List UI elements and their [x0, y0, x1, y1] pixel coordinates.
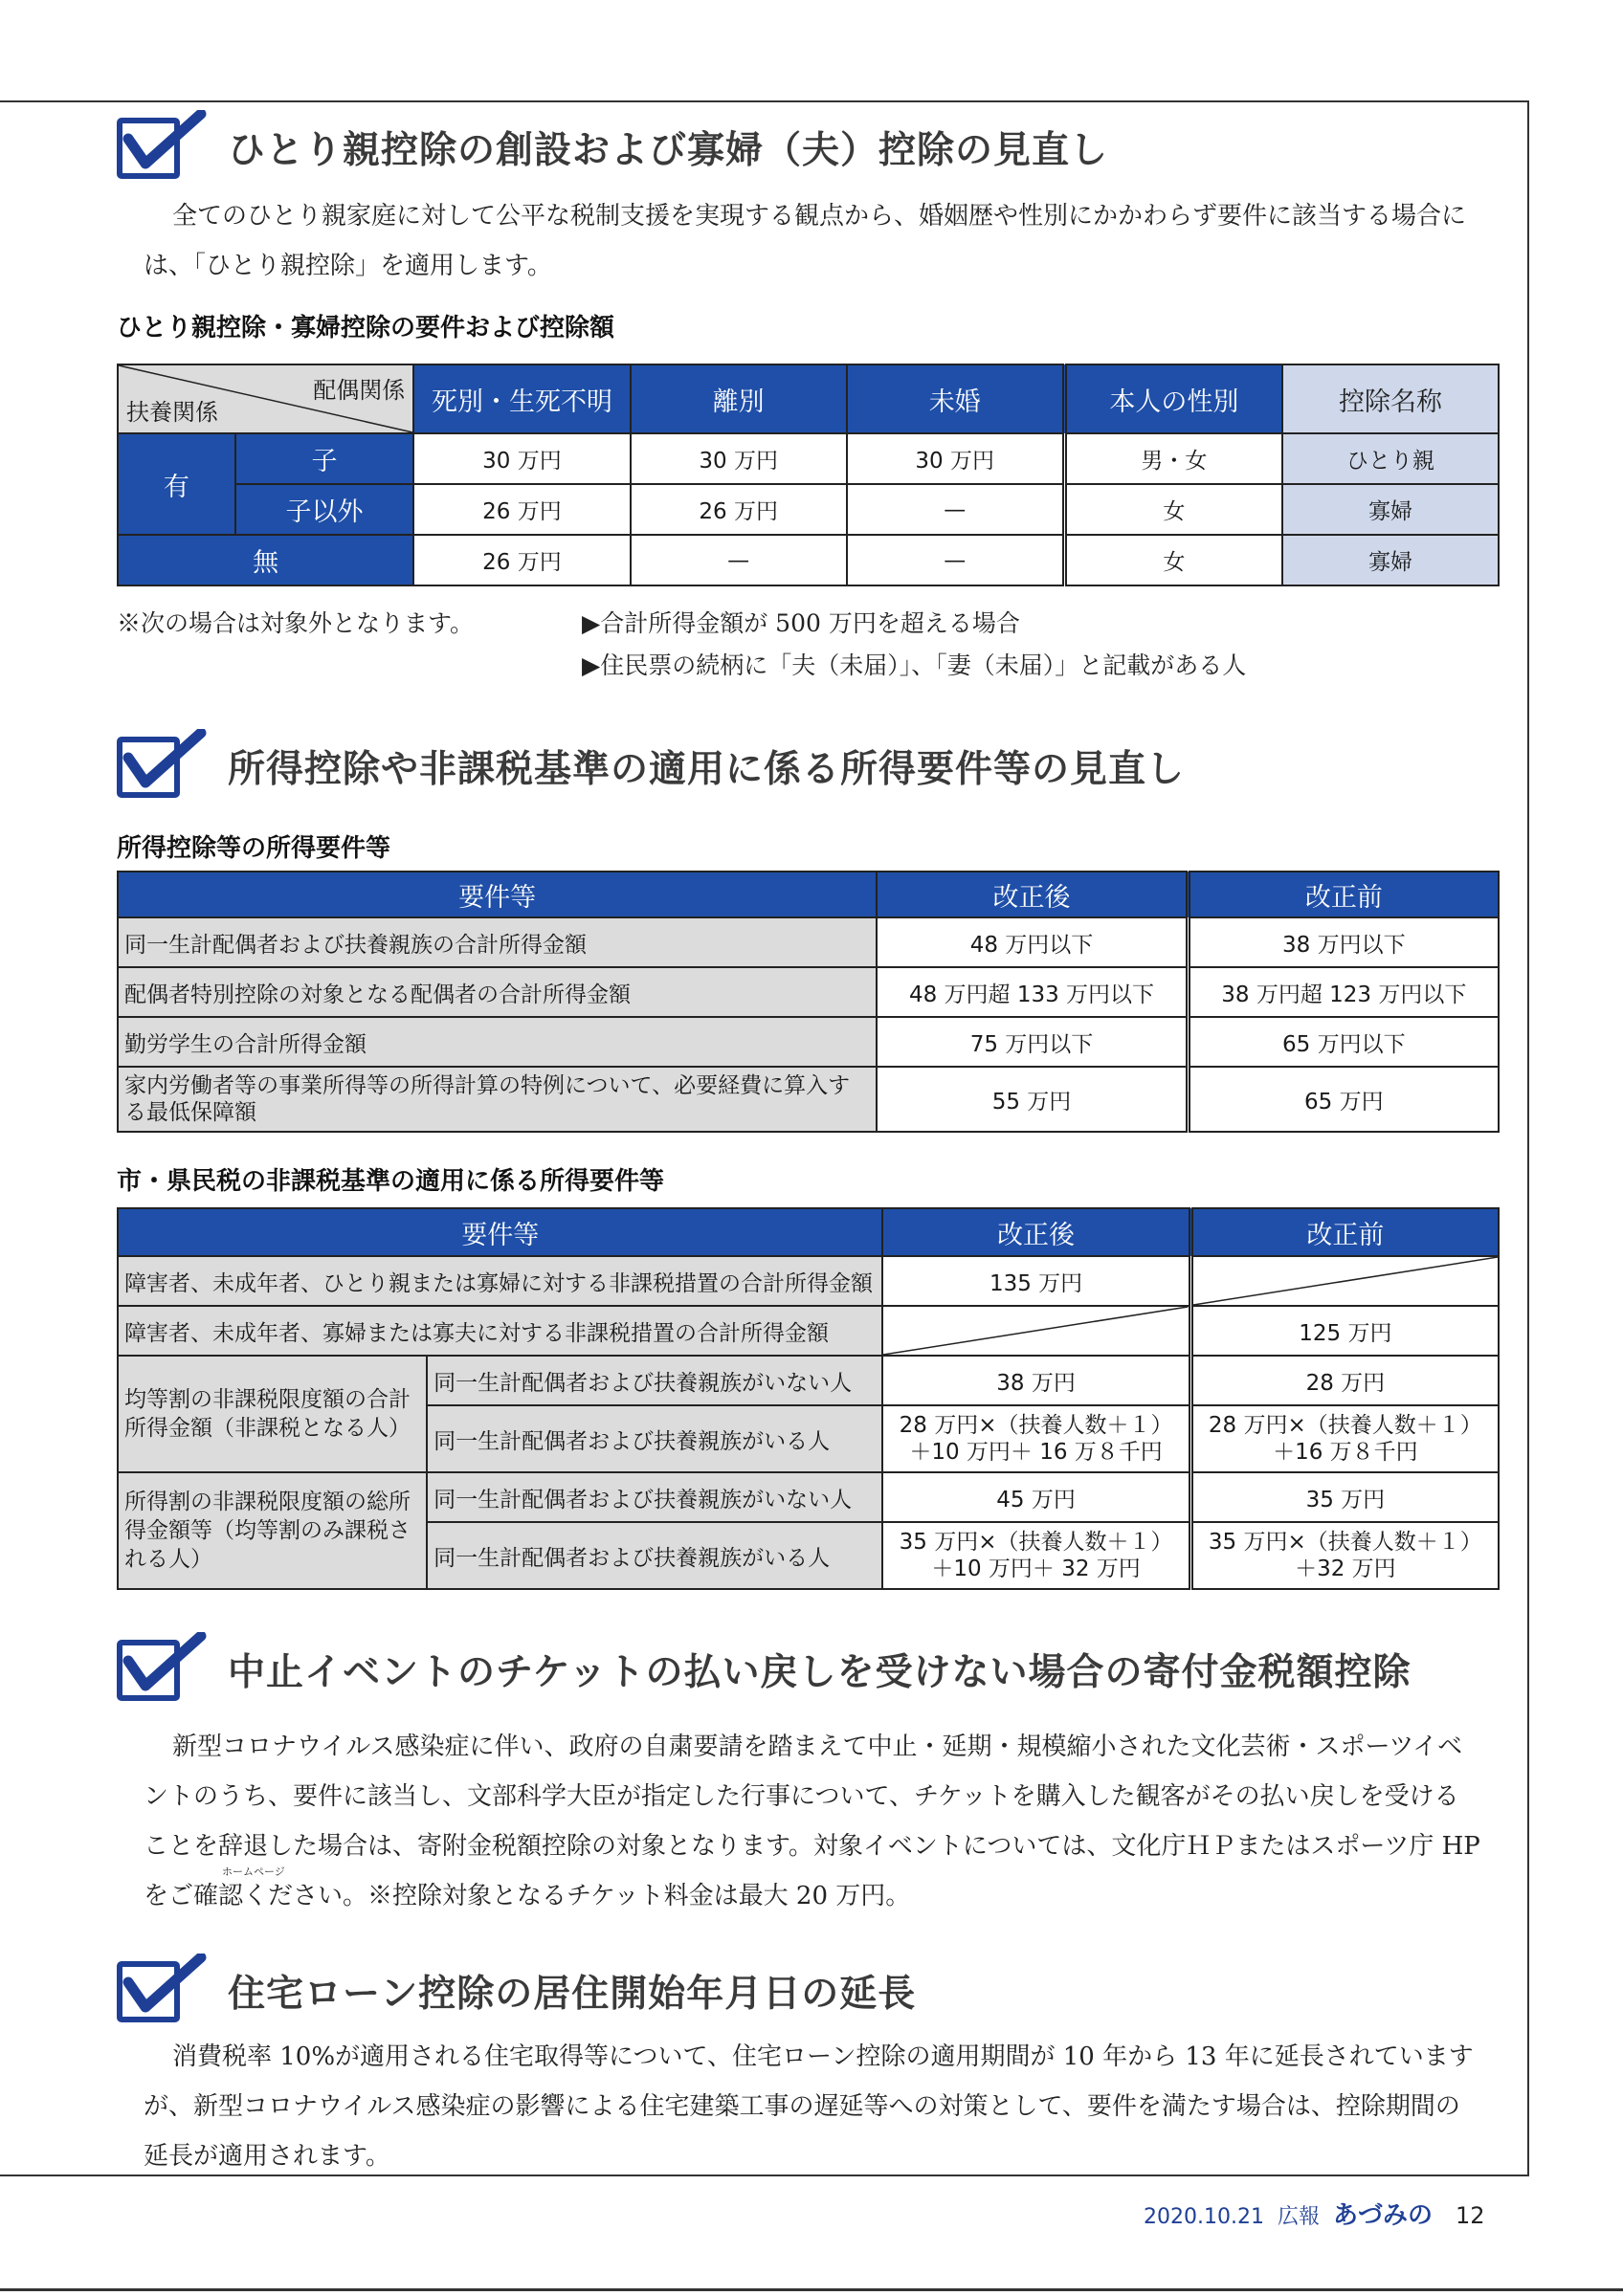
col-header: 改正前: [1188, 872, 1499, 917]
cell: —: [847, 484, 1065, 535]
after-cell: 38 万円: [882, 1356, 1190, 1405]
col-header: 本人の性別: [1064, 364, 1282, 433]
before-cell: 125 万円: [1190, 1306, 1499, 1356]
table-row: [118, 967, 1499, 1017]
req-cell: 障害者、未成年者、ひとり親または寡婦に対する非課税措置の合計所得金額: [118, 1256, 882, 1306]
cell: 寡婦: [1282, 535, 1499, 585]
note-left: ※次の場合は対象外となります。: [117, 609, 475, 637]
section-paragraph: 新型コロナウイルス感染症に伴い、政府の自粛要請を踏まえて中止・延期・規模縮小された文化芸術・スポーツイベントのうち、要件に該当し、文部科学大臣が指定した行事について、チケットを購入した観客がその払い戻しを受けることを辞退した場合は、寄附金税額控除の対象となります。対象イベントについては、文化庁ＨＰまたはスポーツ庁 HP をご確認ください。※控除対象となるチケット料金は最大 20 万円。: [144, 1733, 1480, 1910]
req-cell: 勤労学生の合計所得金額: [118, 1017, 877, 1067]
diagonal-header-cell: [118, 364, 413, 433]
table-row: [118, 1067, 1499, 1132]
row-group-label: 有: [118, 433, 235, 535]
bottom-rule: [0, 2288, 1623, 2291]
cell: —: [847, 535, 1065, 585]
table-title: 所得控除等の所得要件等: [117, 834, 391, 863]
cell: —: [631, 535, 847, 585]
row-group-label: 無: [118, 535, 413, 585]
cell: 26 万円: [631, 484, 847, 535]
row-label: 子: [235, 433, 414, 484]
before-cell: 65 万円以下: [1188, 1017, 1499, 1067]
col-header: 死別・生死不明: [413, 364, 630, 433]
group-label: 均等割の非課税限度額の合計所得金額（非課税となる人）: [118, 1356, 427, 1472]
empty-slashed-cell: [1190, 1256, 1499, 1306]
cell: ひとり親: [1282, 433, 1499, 484]
ruby-text: ホームページ: [222, 1866, 285, 1878]
table-row: [118, 535, 1499, 585]
section-header-event: [113, 1632, 1412, 1707]
cell: 30 万円: [631, 433, 847, 484]
diag-top-label: 配偶関係: [313, 377, 406, 404]
after-cell: 28 万円×（扶養人数＋１）＋10 万円＋ 16 万８千円: [882, 1405, 1190, 1472]
checkbox-icon: [113, 110, 207, 185]
section-header-shotoku: [113, 729, 1185, 804]
req-cell: 配偶者特別控除の対象となる配偶者の合計所得金額: [118, 967, 877, 1017]
col-header: 改正前: [1190, 1208, 1499, 1256]
table-title: 市・県民税の非課税基準の適用に係る所得要件等: [117, 1167, 665, 1196]
after-cell: 135 万円: [882, 1256, 1190, 1306]
cell: 30 万円: [413, 433, 630, 484]
after-cell: 75 万円以下: [877, 1017, 1188, 1067]
section-paragraph: 消費税率 10%が適用される住宅取得等について、住宅ローン控除の適用期間が 10 年から 13 年に延長されていますが、新型コロナウイルス感染症の影響による住宅建築工事の遅延等への対策として、要件を満たす場合は、控除期間の延長が適用されます。: [144, 2042, 1474, 2171]
sub-cell: 同一生計配偶者および扶養親族がいる人: [427, 1405, 882, 1472]
before-cell: 35 万円: [1190, 1472, 1499, 1522]
footer-brand: あづみの: [1332, 2201, 1433, 2230]
table-row: [118, 1356, 1499, 1405]
footer-koho: 広報: [1277, 2205, 1320, 2229]
before-cell: 35 万円×（扶養人数＋１）＋32 万円: [1190, 1522, 1499, 1589]
after-cell: 48 万円以下: [877, 917, 1188, 967]
after-cell: 35 万円×（扶養人数＋１）＋10 万円＋ 32 万円: [882, 1522, 1190, 1589]
section-title: ひとり親控除の創設および寡婦（夫）控除の見直し: [228, 129, 1109, 172]
note-item: ▶合計所得金額が 500 万円を超える場合: [582, 609, 1020, 637]
section-title: 所得控除や非課税基準の適用に係る所得要件等の見直し: [228, 748, 1186, 791]
empty-slashed-cell: [882, 1306, 1190, 1356]
table-row: [118, 484, 1499, 535]
shotoku-table-2: [117, 1207, 1500, 1590]
table-row: [118, 1472, 1499, 1522]
before-cell: 38 万円以下: [1188, 917, 1499, 967]
table-row: [118, 1306, 1499, 1356]
section-title: 中止イベントのチケットの払い戻しを受けない場合の寄付金税額控除: [228, 1651, 1412, 1694]
page-number: 12: [1456, 2202, 1485, 2229]
col-header: 要件等: [118, 1208, 882, 1256]
cell: 女: [1064, 535, 1282, 585]
after-cell: 55 万円: [877, 1067, 1188, 1132]
cell: 30 万円: [847, 433, 1065, 484]
col-header: 離別: [631, 364, 847, 433]
section-header-loan: [113, 1954, 916, 2028]
before-cell: 38 万円超 123 万円以下: [1188, 967, 1499, 1017]
cell: 男・女: [1064, 433, 1282, 484]
footer-date: 2020.10.21: [1144, 2205, 1264, 2229]
shotoku-table-1: [117, 871, 1500, 1133]
cell: 26 万円: [413, 535, 630, 585]
diag-bottom-label: 扶養関係: [126, 399, 218, 426]
checkbox-icon: [113, 1632, 207, 1707]
section-paragraph: 全てのひとり親家庭に対して公平な税制支援を実現する観点から、婚姻歴や性別にかかわらず要件に該当する場合には、「ひとり親控除」を適用します。: [144, 202, 1467, 280]
sub-cell: 同一生計配偶者および扶養親族がいない人: [427, 1356, 882, 1405]
before-cell: 28 万円: [1190, 1356, 1499, 1405]
group-label: 所得割の非課税限度額の総所得金額等（均等割のみ課税される人）: [118, 1472, 427, 1589]
req-cell: 同一生計配偶者および扶養親族の合計所得金額: [118, 917, 877, 967]
req-cell: 家内労働者等の事業所得等の所得計算の特例について、必要経費に算入する最低保障額: [118, 1067, 877, 1132]
before-cell: 28 万円×（扶養人数＋１）＋16 万８千円: [1190, 1405, 1499, 1472]
checkbox-icon: [113, 729, 207, 804]
col-header: 改正後: [882, 1208, 1190, 1256]
checkbox-icon: [113, 1954, 207, 2028]
col-header: 未婚: [847, 364, 1065, 433]
before-cell: 65 万円: [1188, 1067, 1499, 1132]
col-header: 要件等: [118, 872, 877, 917]
table-row: [118, 1017, 1499, 1067]
col-header: 控除名称: [1282, 364, 1499, 433]
row-label: 子以外: [235, 484, 414, 535]
after-cell: 48 万円超 133 万円以下: [877, 967, 1188, 1017]
section-title: 住宅ローン控除の居住開始年月日の延長: [228, 1973, 917, 2016]
req-cell: 障害者、未成年者、寡婦または寡夫に対する非課税措置の合計所得金額: [118, 1306, 882, 1356]
cell: 26 万円: [413, 484, 630, 535]
sub-cell: 同一生計配偶者および扶養親族がいない人: [427, 1472, 882, 1522]
page-footer: [1144, 2196, 1485, 2231]
sub-cell: 同一生計配偶者および扶養親族がいる人: [427, 1522, 882, 1589]
col-header: 改正後: [877, 872, 1188, 917]
cell: 女: [1064, 484, 1282, 535]
note-item: ▶住民票の続柄に「夫（未届）」、「妻（未届）」と記載がある人: [582, 651, 1247, 679]
table-title: ひとり親控除・寡婦控除の要件および控除額: [117, 314, 615, 342]
table-row: [118, 1256, 1499, 1306]
table-row: [118, 433, 1499, 484]
section-header-hitorioya: [113, 110, 1108, 185]
table-row: [118, 917, 1499, 967]
after-cell: 45 万円: [882, 1472, 1190, 1522]
cell: 寡婦: [1282, 484, 1499, 535]
hitorioya-table: [117, 364, 1500, 586]
